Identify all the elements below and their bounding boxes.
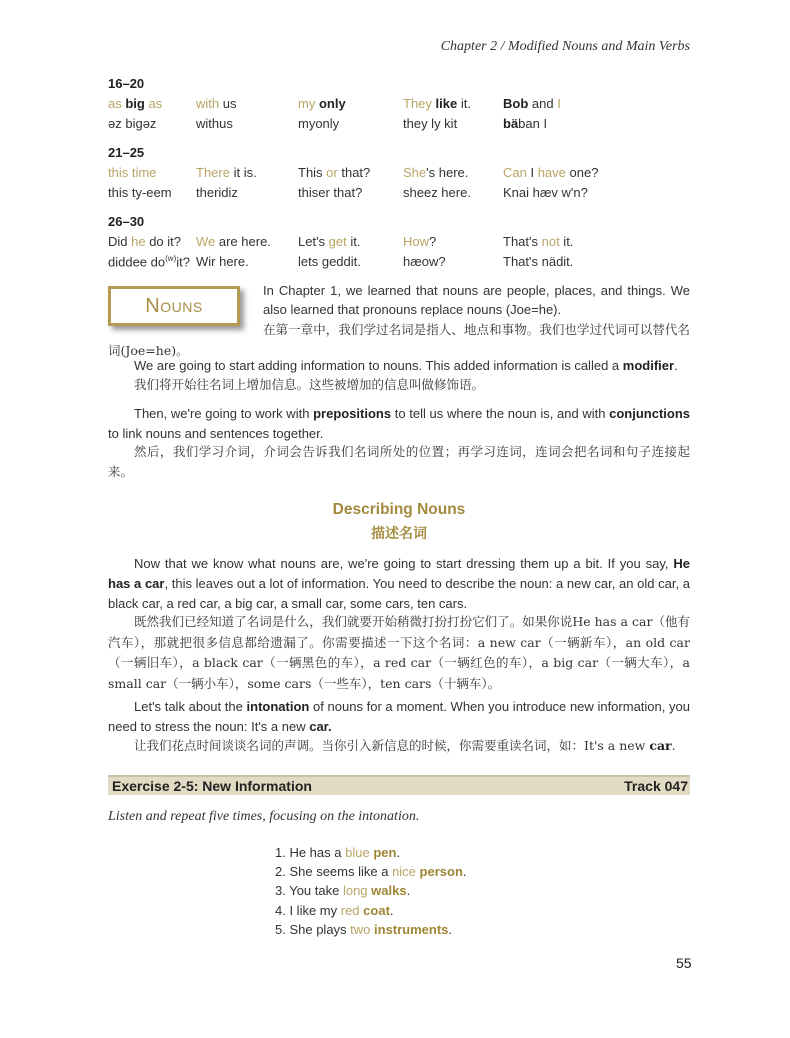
- text-segment: .: [396, 845, 401, 860]
- highlighted-word: have: [537, 165, 566, 180]
- highlighted-word: not: [541, 234, 560, 249]
- text-segment: one?: [565, 165, 599, 180]
- highlighted-word: instruments: [374, 921, 449, 937]
- drill-pronunciation: [108, 254, 190, 269]
- text-segment: Wir here.: [196, 254, 249, 269]
- bold-word: only: [318, 96, 346, 111]
- highlighted-word: There: [196, 165, 230, 180]
- drill-phrase: [298, 165, 370, 180]
- highlighted-word: my: [298, 96, 319, 111]
- drill-pronunciation: [403, 116, 457, 131]
- highlighted-word: I: [557, 96, 561, 111]
- highlighted-word: They: [403, 96, 436, 111]
- drill-phrase: [196, 96, 236, 111]
- bold-word: big: [125, 96, 145, 111]
- drill-phrase: [403, 165, 468, 180]
- nouns-intro-zh: 在第一章中，我们学过名词是指人、地点和事物。我们也学过代词可以替代名词(Joe=he)。: [108, 322, 690, 358]
- bold-word: car: [649, 738, 672, 753]
- drill-phrase: [403, 234, 436, 249]
- highlighted-word: as: [108, 96, 126, 111]
- highlighted-word: as: [144, 96, 163, 111]
- nouns-heading: Nouns: [145, 294, 203, 317]
- highlighted-word: walks: [371, 883, 407, 899]
- drill-pronunciation: [196, 116, 233, 131]
- text-segment: .: [462, 864, 467, 880]
- text-segment: .: [671, 738, 676, 753]
- exercise-item: [275, 901, 467, 920]
- drill-pronunciation: [503, 254, 573, 269]
- highlighted-word: person: [419, 864, 463, 880]
- drill-group-label: 21–25: [108, 145, 145, 160]
- highlighted-word: nice: [392, 864, 416, 880]
- bold-word: bä: [503, 116, 519, 131]
- drill-phrase: [503, 165, 598, 180]
- text-segment: hæow?: [403, 254, 446, 269]
- drill-phrase: [403, 96, 471, 111]
- drill-phrase: [196, 234, 271, 249]
- drill-pronunciation: [108, 185, 172, 200]
- text-segment: it?: [176, 254, 190, 270]
- highlighted-word: long: [342, 883, 368, 899]
- highlighted-word: red: [340, 902, 360, 918]
- text-segment: Did: [108, 234, 132, 249]
- text-segment: , this leaves out a lot of information. You need to describe the noun: a new car, an old car, a black car, a red car, a big car, a small car, some cars, ten cars.: [108, 576, 690, 611]
- text-segment: .: [389, 902, 394, 918]
- highlighted-word: or: [326, 165, 338, 180]
- text-segment: that?: [337, 165, 371, 180]
- text-segment: it.: [346, 234, 361, 249]
- bold-word: He has a car: [108, 556, 690, 591]
- text-segment: it.: [457, 96, 471, 111]
- drill-pronunciation: [196, 254, 249, 269]
- highlighted-word: She: [403, 165, 427, 180]
- exercise-item: [275, 920, 467, 939]
- drill-phrase: [503, 234, 573, 249]
- modifier-paragraph: [108, 356, 690, 376]
- text-segment: lets geddit.: [298, 254, 361, 269]
- text-segment: theridiz: [196, 185, 238, 200]
- text-segment: .: [448, 921, 453, 937]
- drill-pronunciation: [503, 116, 547, 131]
- highlighted-word: Can: [503, 165, 527, 180]
- text-segment: 3. You take: [275, 883, 343, 899]
- text-segment: I: [526, 165, 538, 180]
- bold-word: conjunctions: [609, 406, 691, 421]
- bold-word: modifier: [622, 358, 675, 373]
- track-number: Track 047: [624, 778, 688, 794]
- exercise-list: [275, 843, 467, 939]
- prepositions-paragraph: [108, 404, 690, 444]
- text-segment: sheez here.: [403, 185, 471, 200]
- drill-phrase: [108, 96, 162, 111]
- highlighted-word: he: [131, 234, 146, 249]
- text-segment: it is.: [229, 165, 257, 180]
- text-segment: withus: [196, 116, 233, 131]
- text-segment: .: [674, 358, 678, 373]
- text-segment: they ly kit: [403, 116, 458, 131]
- text-segment: əz bigəz: [108, 116, 157, 131]
- exercise-item: [275, 881, 467, 900]
- text-segment: to tell us where the noun is, and with: [391, 406, 610, 421]
- drill-phrase: [503, 96, 561, 111]
- describing-paragraph: [108, 554, 690, 614]
- text-segment: us: [219, 96, 237, 111]
- text-segment: 4. I like my: [275, 902, 341, 918]
- exercise-item: [275, 843, 467, 862]
- bold-word: prepositions: [313, 406, 392, 421]
- exercise-title: Exercise 2-5: New Information: [112, 778, 312, 794]
- text-segment: 让我们花点时间谈谈名词的声调。当你引入新信息的时候，你需要重读名词，如：It's a new: [134, 738, 650, 753]
- page-number: 55: [676, 955, 692, 971]
- text-segment: Knai hæv w'n?: [503, 185, 588, 200]
- section-title-zh: 描述名词: [371, 526, 427, 542]
- drill-pronunciation: [403, 185, 471, 200]
- exercise-item: [275, 862, 467, 881]
- running-header: Chapter 2 / Modified Nouns and Main Verbs: [440, 39, 690, 54]
- drill-pronunciation: [108, 116, 156, 131]
- text-segment: of nouns for a moment. When you introduce new information, you need to stress the noun: It's a new: [108, 699, 690, 734]
- text-segment: diddee do: [108, 254, 166, 270]
- highlighted-word: coat: [363, 902, 390, 918]
- section-title: Describing Nouns: [332, 501, 466, 518]
- bold-word: like: [435, 96, 458, 111]
- drill-group-label: 26–30: [108, 214, 145, 229]
- drill-phrase: [298, 96, 346, 111]
- drill-pronunciation: [503, 185, 588, 200]
- text-segment: Let's: [298, 234, 329, 249]
- text-segment: are here.: [215, 234, 271, 249]
- text-segment: myonly: [298, 116, 340, 131]
- text-segment: to link nouns and sentences together.: [108, 426, 324, 441]
- bold-word: car.: [309, 719, 332, 734]
- text-segment: We are going to start adding information to nouns. This added information is called a: [134, 358, 623, 373]
- drill-pronunciation: [298, 254, 361, 269]
- text-segment: and: [528, 96, 558, 111]
- highlighted-word: this time: [108, 165, 157, 180]
- drill-phrase: [108, 165, 156, 180]
- text-segment: ?: [429, 234, 437, 249]
- text-segment: Now that we know what nouns are, we're going to start dressing them up a bit. If you say,: [134, 556, 674, 571]
- drill-pronunciation: [196, 185, 238, 200]
- highlighted-word: get: [328, 234, 347, 249]
- highlighted-word: We: [196, 234, 216, 249]
- drill-group-label: 16–20: [108, 76, 145, 91]
- highlighted-word: pen: [373, 845, 397, 860]
- drill-phrase: [108, 234, 181, 249]
- bold-word: intonation: [246, 699, 310, 714]
- text-segment: .: [406, 883, 411, 899]
- exercise-header: [108, 775, 690, 795]
- text-segment: 's here.: [426, 165, 469, 180]
- text-segment: That's: [503, 234, 542, 249]
- intonation-paragraph: [108, 697, 690, 737]
- text-segment: do it?: [145, 234, 182, 249]
- highlighted-word: with: [196, 96, 220, 111]
- bold-word: Bob: [503, 96, 529, 111]
- text-segment: This: [298, 165, 327, 180]
- exercise-instructions: Listen and repeat five times, focusing on the intonation.: [108, 809, 420, 824]
- highlighted-word: two: [350, 921, 371, 937]
- drill-phrase: [196, 165, 257, 180]
- highlighted-word: blue: [345, 845, 370, 860]
- text-segment: it.: [559, 234, 574, 249]
- drill-pronunciation: [298, 116, 339, 131]
- text-segment: Then, we're going to work with: [134, 406, 314, 421]
- prepositions-paragraph-zh: 然后，我们学习介词，介词会告诉我们名词所处的位置；再学习连词，连词会把名词和句子连接起来。: [108, 444, 690, 479]
- text-segment: 1. He has a: [275, 845, 346, 860]
- text-segment: this ty-eem: [108, 185, 172, 200]
- text-segment: (w): [165, 254, 177, 263]
- intonation-paragraph-zh: [108, 736, 690, 756]
- drill-pronunciation: [298, 185, 362, 200]
- modifier-paragraph-zh: 我们将开始往名词上增加信息。这些被增加的信息叫做修饰语。: [134, 377, 485, 392]
- text-segment: That's nädit.: [503, 254, 574, 269]
- text-segment: 2. She seems like a: [275, 864, 393, 880]
- text-segment: ban I: [518, 116, 548, 131]
- drill-pronunciation: [403, 254, 446, 269]
- drill-phrase: [298, 234, 360, 249]
- text-segment: Let's talk about the: [134, 699, 247, 714]
- highlighted-word: How: [403, 234, 430, 249]
- nouns-intro-en: In Chapter 1, we learned that nouns are people, places, and things. We also learned that pronouns replace nouns (Joe=he).: [263, 283, 690, 317]
- describing-paragraph-zh: 既然我们已经知道了名词是什么，我们就要开始稍微打扮打扮它们了。如果你说He has a car（他有汽车），那就把很多信息都给遗漏了。你需要描述一下这个名词：a new car（一辆新车），an old car（一辆旧车），a black car（一辆黑色的车），a red car（一辆红色的车），a big car（一辆大车），a small car（一辆小车），some cars（一些车），ten cars（十辆车）。: [108, 614, 690, 691]
- text-segment: thiser that?: [298, 185, 363, 200]
- text-segment: 5. She plays: [275, 921, 351, 937]
